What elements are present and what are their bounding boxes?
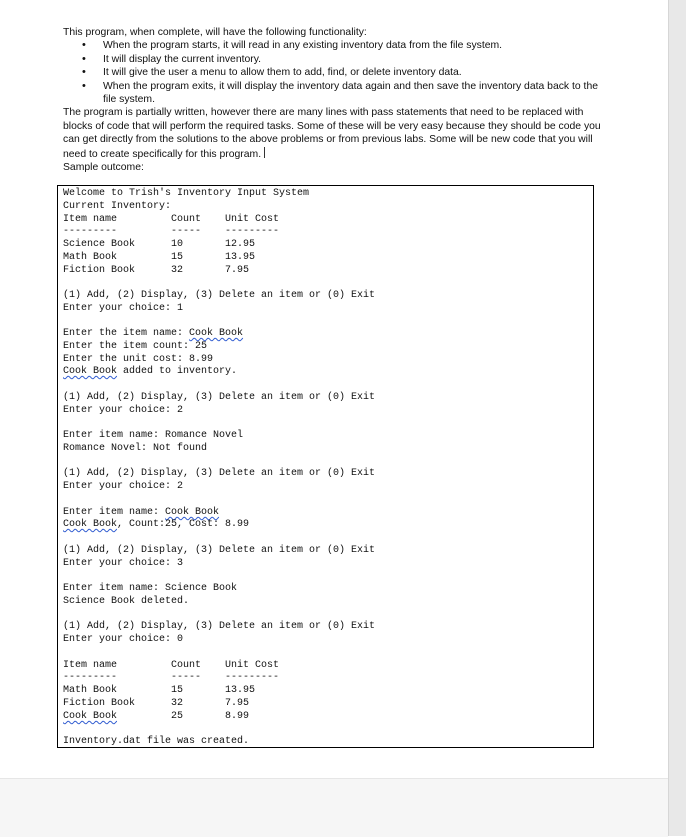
choice-prompt: Enter your choice: xyxy=(63,558,178,569)
list-item: • When the program starts, it will read in any existing inventory data from the file system. xyxy=(103,39,603,52)
table-row xyxy=(63,238,256,251)
delete-line: Enter item name: Science Book xyxy=(63,583,238,594)
current-inventory-label: Current Inventory: xyxy=(63,201,172,212)
item-count: 32 xyxy=(171,265,184,276)
choice-value: 2 xyxy=(177,481,184,492)
find-prompt: Enter item name: xyxy=(63,507,166,518)
rule-cost: --------- xyxy=(225,226,280,237)
item-count: 15 xyxy=(171,252,184,263)
item-cost: 7.95 xyxy=(225,698,250,709)
item-cost: 13.95 xyxy=(225,685,256,696)
item-count: 25 xyxy=(171,711,184,722)
list-item: • It will give the user a menu to allow them to add, find, or delete inventory data. xyxy=(103,66,603,79)
choice-value: 1 xyxy=(177,303,184,314)
item-cost: 12.95 xyxy=(225,239,256,250)
sample-label: Sample outcome: xyxy=(63,162,144,174)
item-cost: 7.95 xyxy=(225,265,250,276)
table-row xyxy=(63,264,250,277)
document-body xyxy=(63,26,603,174)
choice-prompt: Enter your choice: xyxy=(63,634,178,645)
choice-prompt: Enter your choice: xyxy=(63,405,178,416)
header-name: Item name xyxy=(63,214,118,225)
choice-line xyxy=(63,404,183,417)
find-result xyxy=(63,518,249,531)
file-message: Inventory.dat file was created. xyxy=(63,736,250,747)
choice-line xyxy=(63,633,183,646)
header-count: Count xyxy=(171,214,202,225)
menu-line: (1) Add, (2) Display, (3) Delete an item or (0) Exit xyxy=(63,392,376,403)
find-line xyxy=(63,429,243,442)
rule-name: --------- xyxy=(63,672,118,683)
intro-text: This program, when complete, will have the following functionality: xyxy=(63,27,367,38)
added-name: Cook Book xyxy=(63,366,118,377)
item-name: Cook Book xyxy=(63,711,118,722)
find-result: Romance Novel: Not found xyxy=(63,443,208,454)
item-count: 10 xyxy=(171,239,184,250)
menu-line: (1) Add, (2) Display, (3) Delete an item or (0) Exit xyxy=(63,468,376,479)
choice-value: 0 xyxy=(177,634,184,645)
page-bottom-area xyxy=(0,778,668,837)
find-value: Cook Book xyxy=(165,507,220,518)
item-cost: 8.99 xyxy=(225,711,250,722)
item-cost: 13.95 xyxy=(225,252,256,263)
vertical-scrollbar[interactable] xyxy=(668,0,686,836)
add-cost-line: Enter the unit cost: 8.99 xyxy=(63,354,214,365)
item-name: Science Book xyxy=(63,239,136,250)
table-row xyxy=(63,251,256,264)
find-prompt: Enter item name: xyxy=(63,430,166,441)
item-name: Math Book xyxy=(63,685,118,696)
text-cursor xyxy=(264,147,265,158)
feature-list xyxy=(63,39,603,106)
table-row xyxy=(63,710,250,723)
find-result-rest: , Count:25, Cost: 8.99 xyxy=(117,519,250,530)
delete-result: Science Book deleted. xyxy=(63,596,190,607)
find-result-name: Cook Book xyxy=(63,519,118,530)
table-row xyxy=(63,684,256,697)
rule-name: --------- xyxy=(63,226,118,237)
rule-cost: --------- xyxy=(225,672,280,683)
choice-prompt: Enter your choice: xyxy=(63,481,178,492)
header-cost: Unit Cost xyxy=(225,660,280,671)
choice-line xyxy=(63,557,183,570)
added-suffix: added to inventory. xyxy=(117,366,238,377)
add-count-line: Enter the item count: 25 xyxy=(63,341,208,352)
paragraph-text: The program is partially written, however there are many lines with pass statements that need to be replaced with blocks of code that will perform the required tasks. Some of these will be very easy because they should be code you can get directly from the solutions to the above problems or from previous labs. Some will be new code that you will need to create specifically for this program. xyxy=(63,107,601,160)
add-name-value: Cook Book xyxy=(189,328,244,339)
list-item: • It will display the current inventory. xyxy=(103,53,603,66)
menu-line: (1) Add, (2) Display, (3) Delete an item or (0) Exit xyxy=(63,545,376,556)
add-name-prompt: Enter the item name: xyxy=(63,328,190,339)
choice-line xyxy=(63,480,183,493)
table-rule xyxy=(63,671,280,684)
item-count: 15 xyxy=(171,685,184,696)
added-line xyxy=(63,365,237,378)
table-row xyxy=(63,697,250,710)
item-name: Math Book xyxy=(63,252,118,263)
choice-line xyxy=(63,302,183,315)
item-count: 32 xyxy=(171,698,184,709)
menu-line: (1) Add, (2) Display, (3) Delete an item or (0) Exit xyxy=(63,290,376,301)
item-name: Fiction Book xyxy=(63,698,136,709)
list-item: • When the program exits, it will display the inventory data again and then save the inventory data back to the file system. xyxy=(103,80,603,107)
rule-count: ----- xyxy=(171,226,202,237)
choice-value: 3 xyxy=(177,558,184,569)
header-name: Item name xyxy=(63,660,118,671)
header-count: Count xyxy=(171,660,202,671)
choice-value: 2 xyxy=(177,405,184,416)
item-name: Fiction Book xyxy=(63,265,136,276)
table-rule xyxy=(63,225,280,238)
menu-line: (1) Add, (2) Display, (3) Delete an item or (0) Exit xyxy=(63,621,376,632)
add-name-line xyxy=(63,327,243,340)
rule-count: ----- xyxy=(171,672,202,683)
choice-prompt: Enter your choice: xyxy=(63,303,178,314)
welcome-line: Welcome to Trish's Inventory Input System xyxy=(63,188,310,199)
instructions-paragraph xyxy=(63,106,603,161)
sample-output-box xyxy=(57,185,594,748)
header-cost: Unit Cost xyxy=(225,214,280,225)
find-value: Romance Novel xyxy=(165,430,244,441)
